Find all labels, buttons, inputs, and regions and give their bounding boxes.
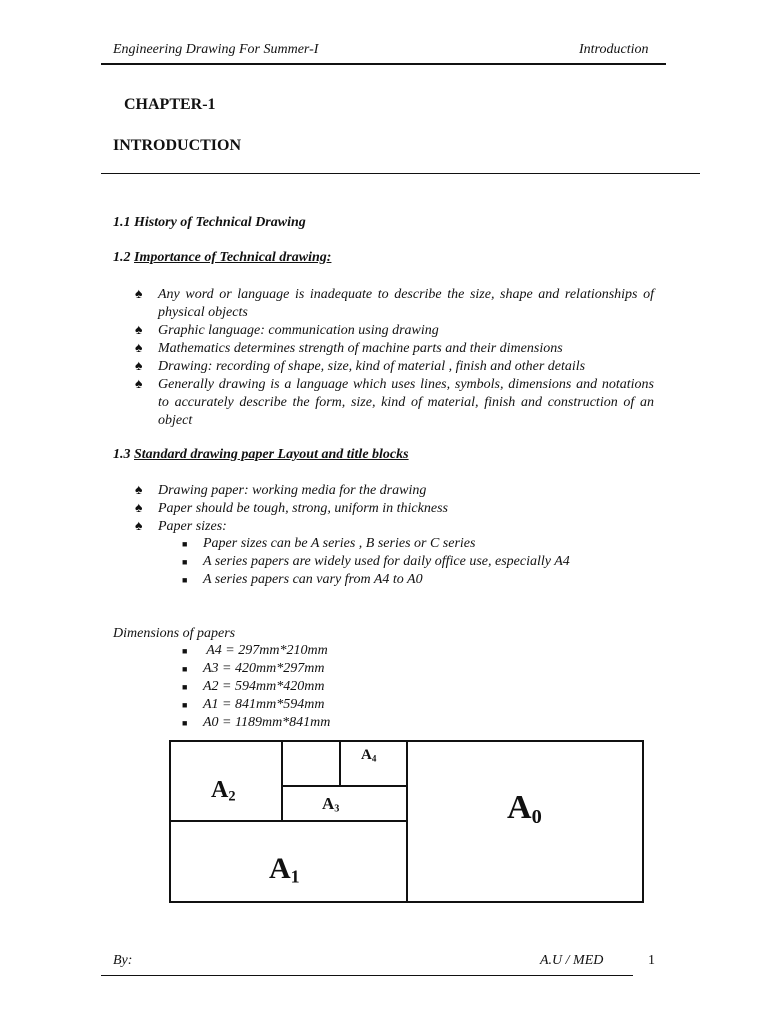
square-bullet-icon: ■ (182, 539, 188, 549)
list-item: ♠ Any word or language is inadequate to describe the size, shape and relationships of physical objects (135, 287, 654, 320)
list-item: ■ A series papers are widely used for daily office use, especially A4 (182, 554, 570, 569)
header-section: Introduction (579, 42, 649, 57)
list-item: ■ A3 = 420mm*297mm (182, 661, 325, 676)
a3-half-region (281, 740, 341, 787)
list-item: ■ A1 = 841mm*594mm (182, 697, 325, 712)
spade-bullet-icon: ♠ (135, 377, 143, 392)
header-title: Engineering Drawing For Summer-I (113, 42, 319, 57)
importance-list (135, 286, 654, 430)
footer-author: A.U / MED (540, 953, 604, 968)
paper-sizes-diagram (169, 740, 644, 903)
page-number: 1 (648, 953, 655, 968)
list-item: ■ A2 = 594mm*420mm (182, 679, 325, 694)
list-item: ■ A0 = 1189mm*841mm (182, 715, 331, 730)
section-1-3-heading (113, 446, 409, 464)
section-1-2-number: 1.2 (113, 250, 131, 265)
a3-region (281, 785, 408, 822)
list-item: ♠ Drawing paper: working media for the drawing (135, 483, 427, 498)
list-item: ♠ Graphic language: communication using drawing (135, 323, 439, 338)
a0-label: $A_0$ (507, 789, 542, 829)
section-1-2-title: Importance of Technical drawing: (134, 250, 332, 265)
dimensions-list (182, 642, 503, 732)
list-item: ♠ Paper should be tough, strong, uniform in thickness (135, 501, 448, 516)
chapter-title: INTRODUCTION (113, 137, 242, 154)
footer-rule (101, 975, 633, 976)
section-1-3-number: 1.3 (113, 447, 131, 462)
square-bullet-icon: ■ (182, 700, 188, 710)
list-item: ■ A4 = 297mm*210mm (182, 643, 328, 658)
paper-list (135, 482, 654, 536)
square-bullet-icon: ■ (182, 557, 188, 567)
square-bullet-icon: ■ (182, 664, 188, 674)
spade-bullet-icon: ♠ (135, 501, 143, 516)
section-1-2-heading (113, 249, 331, 267)
section-1-3-title: Standard drawing paper Layout and title blocks (134, 447, 409, 462)
paper-sizes-sublist (182, 535, 663, 589)
list-item: ♠ Generally drawing is a language which uses lines, symbols, dimensions and notations to accurately describe the form, size, kind of material, finish and construction of an object (135, 377, 654, 428)
square-bullet-icon: ■ (182, 718, 188, 728)
chapter-rule (101, 173, 700, 174)
list-item: ♠ Drawing: recording of shape, size, kind of material , finish and other details (135, 359, 586, 374)
header-rule (101, 63, 666, 65)
spade-bullet-icon: ♠ (135, 341, 143, 356)
list-item: ■ A series papers can vary from A4 to A0 (182, 572, 423, 587)
square-bullet-icon: ■ (182, 575, 188, 585)
section-1-1-heading: 1.1 History of Technical Drawing (113, 215, 306, 230)
square-bullet-icon: ■ (182, 682, 188, 692)
footer-by: By: (113, 953, 133, 968)
list-item: ■ Paper sizes can be A series , B series or C series (182, 536, 476, 551)
a1-label: $A_1$ (269, 852, 300, 887)
square-bullet-icon: ■ (182, 646, 188, 656)
list-item: ♠ Paper sizes: (135, 519, 227, 534)
spade-bullet-icon: ♠ (135, 287, 143, 302)
a2-label: $A_2$ (211, 777, 236, 805)
a3-label: $A_3$ (322, 794, 340, 815)
list-item: ♠ Mathematics determines strength of machine parts and their dimensions (135, 341, 563, 356)
spade-bullet-icon: ♠ (135, 519, 143, 534)
spade-bullet-icon: ♠ (135, 483, 143, 498)
spade-bullet-icon: ♠ (135, 323, 143, 338)
a4-label: $A_4$ (361, 747, 377, 764)
dimensions-heading: Dimensions of papers (113, 626, 236, 641)
chapter-number: CHAPTER-1 (124, 96, 216, 113)
spade-bullet-icon: ♠ (135, 359, 143, 374)
